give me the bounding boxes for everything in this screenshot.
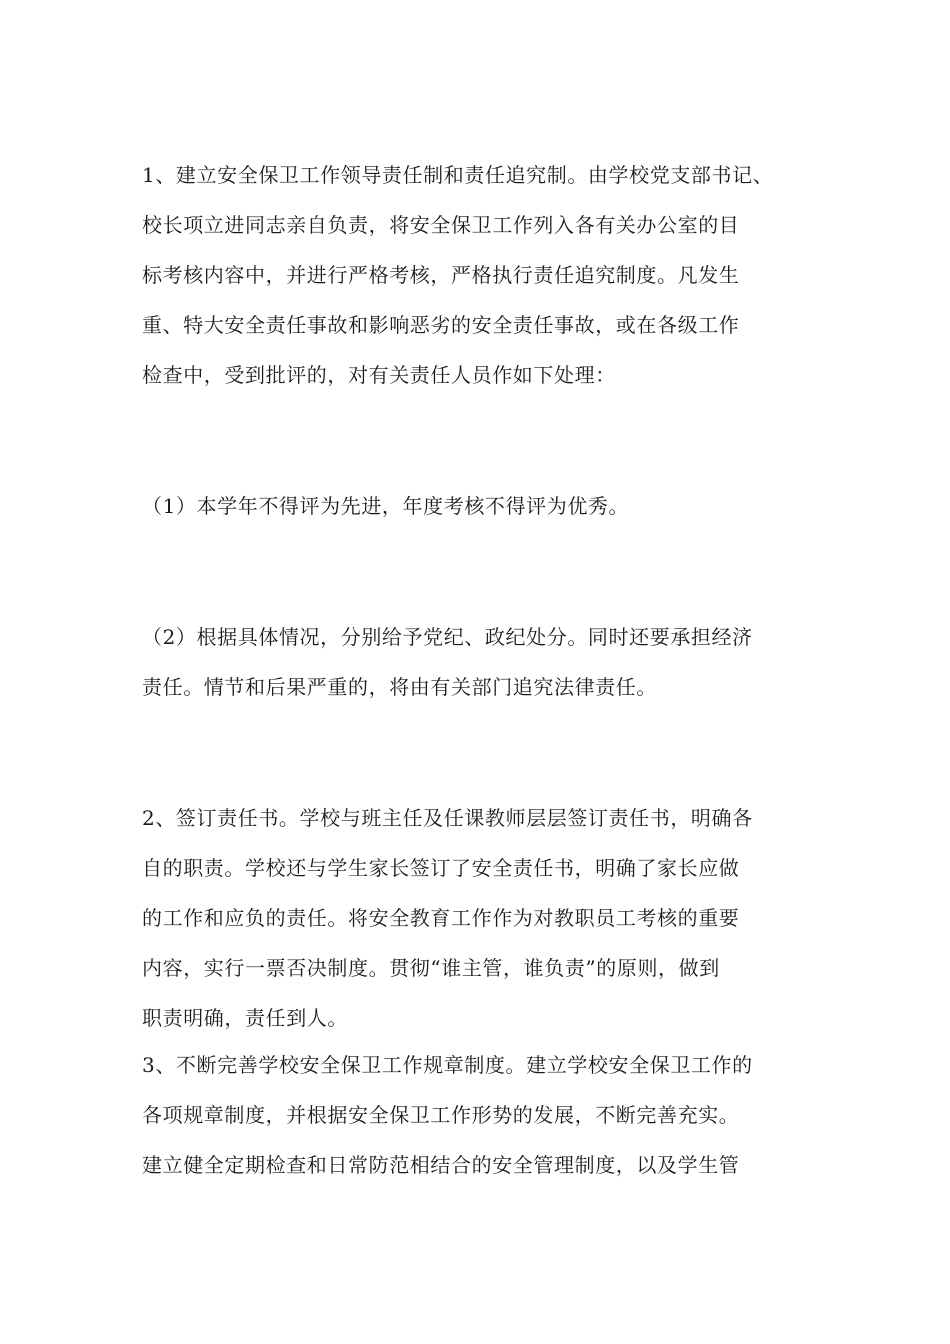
paragraph-line: 校长项立进同志亲自负责，将安全保卫工作列入各有关办公室的目 <box>142 213 740 237</box>
paragraph-line: 责任。情节和后果严重的，将由有关部门追究法律责任。 <box>142 675 657 699</box>
paragraph-line: 建立健全定期检查和日常防范相结合的安全管理制度，以及学生管 <box>142 1153 740 1177</box>
paragraph-line: 自的职责。学校还与学生家长签订了安全责任书，明确了家长应做 <box>142 856 740 880</box>
paragraph-line: 3、不断完善学校安全保卫工作规章制度。建立学校安全保卫工作的 <box>142 1053 753 1077</box>
paragraph-line: （2）根据具体情况，分别给予党纪、政纪处分。同时还要承担经济 <box>142 625 753 649</box>
paragraph-line: 各项规章制度，并根据安全保卫工作形势的发展，不断完善充实。 <box>142 1103 740 1127</box>
paragraph-line: 检查中，受到批评的，对有关责任人员作如下处理： <box>142 363 616 387</box>
paragraph-line: 2、签订责任书。学校与班主任及任课教师层层签订责任书，明确各 <box>142 806 753 830</box>
paragraph-line: （1）本学年不得评为先进，年度考核不得评为优秀。 <box>142 494 630 518</box>
paragraph-line: 1、建立安全保卫工作领导责任制和责任追究制。由学校党支部书记、 <box>142 163 774 187</box>
paragraph-line: 标考核内容中，并进行严格考核，严格执行责任追究制度。凡发生 <box>142 263 740 287</box>
paragraph-line: 的工作和应负的责任。将安全教育工作作为对教职员工考核的重要 <box>142 906 740 930</box>
paragraph-line: 职责明确，责任到人。 <box>142 1006 348 1030</box>
paragraph-line: 重、特大安全责任事故和影响恶劣的安全责任事故，或在各级工作 <box>142 313 740 337</box>
paragraph-line: 内容，实行一票否决制度。贯彻“谁主管，谁负责”的原则，做到 <box>142 956 720 980</box>
